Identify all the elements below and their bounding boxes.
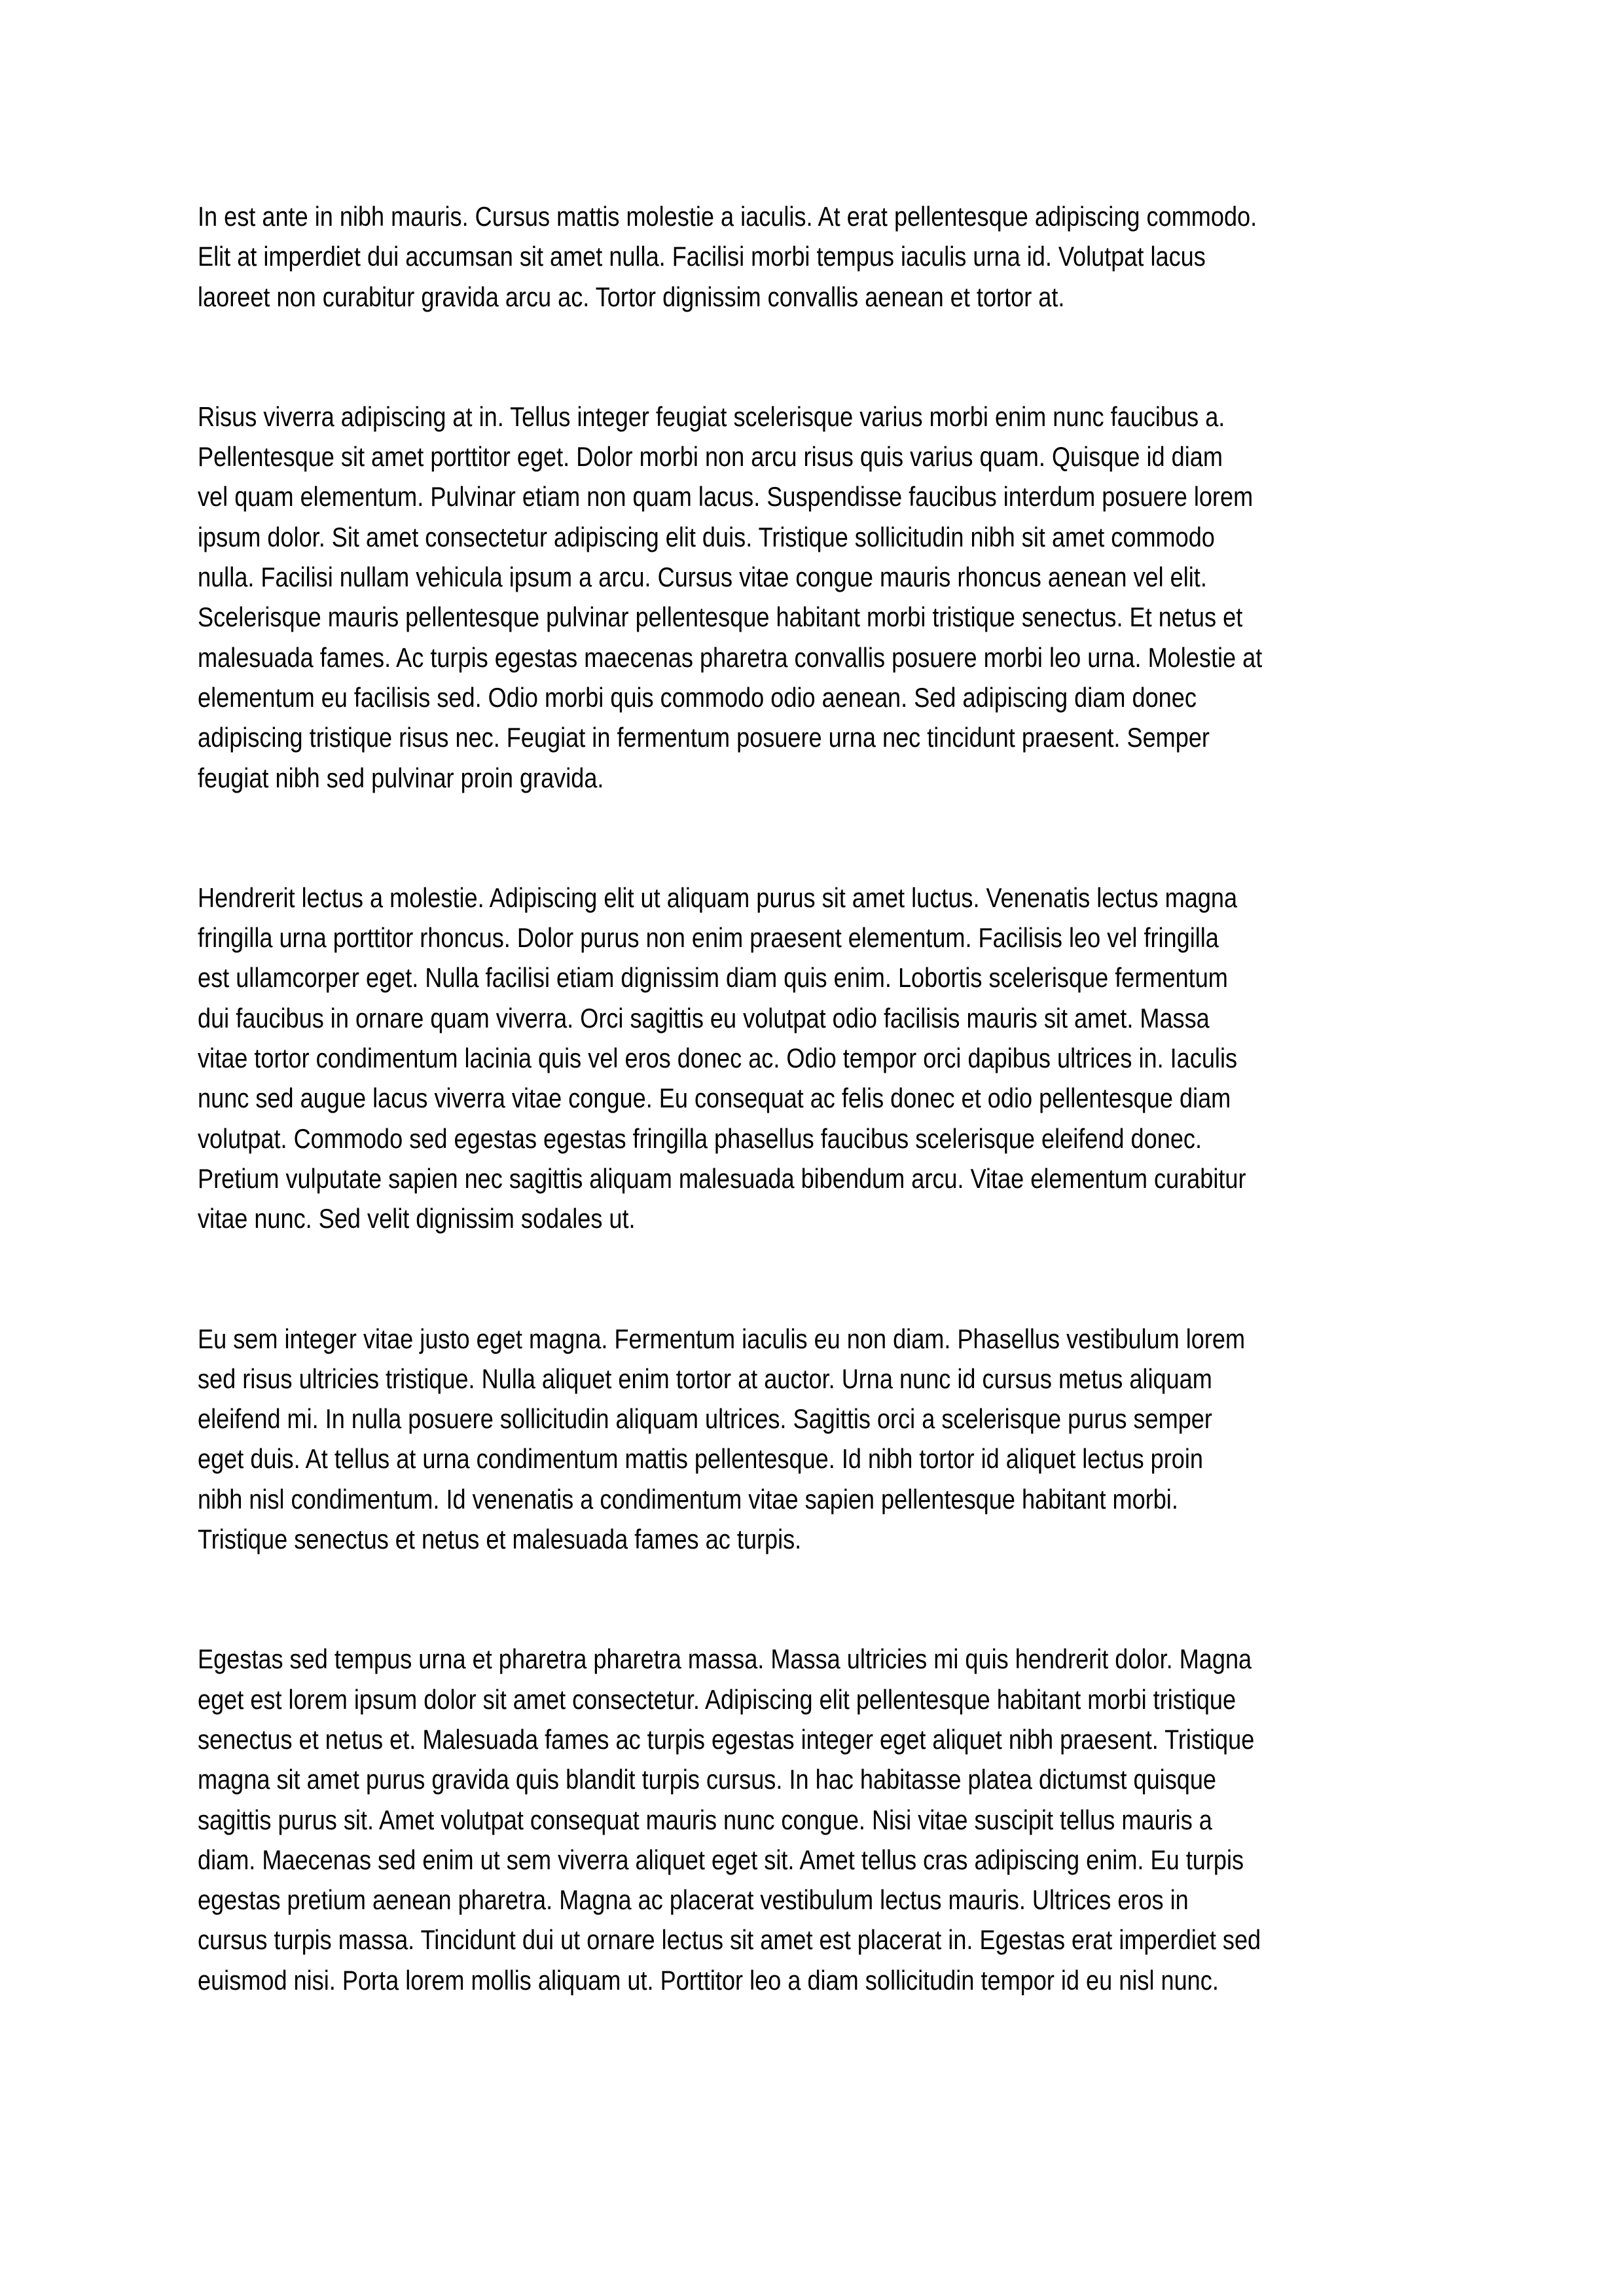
text-line: senectus et netus et. Malesuada fames ac turpis egestas integer eget aliquet nibh praesent. Tristique: [198, 1723, 1255, 1755]
text-line: eleifend mi. In nulla posuere sollicitudin aliquam ultrices. Sagittis orci a scelerisque purus semper: [198, 1403, 1212, 1435]
paragraph-4: [198, 1319, 1428, 1560]
text-line: cursus turpis massa. Tincidunt dui ut ornare lectus sit amet est placerat in. Egestas erat imperdiet sed: [198, 1924, 1261, 1956]
text-line: In est ante in nibh mauris. Cursus mattis molestie a iaculis. At erat pellentesque adipiscing commodo.: [198, 201, 1257, 232]
text-line: Tristique senectus et netus et malesuada fames ac turpis.: [198, 1524, 802, 1555]
text-line: ipsum dolor. Sit amet consectetur adipiscing elit duis. Tristique sollicitudin nibh sit amet commodo: [198, 521, 1215, 552]
text-line: eget est lorem ipsum dolor sit amet consectetur. Adipiscing elit pellentesque habitant morbi tristique: [198, 1683, 1236, 1715]
text-line: Risus viverra adipiscing at in. Tellus integer feugiat scelerisque varius morbi enim nunc faucibus a.: [198, 401, 1225, 432]
text-line: sagittis purus sit. Amet volutpat consequat mauris nunc congue. Nisi vitae suscipit tellus mauris a: [198, 1804, 1212, 1835]
text-line: adipiscing tristique risus nec. Feugiat in fermentum posuere urna nec tincidunt praesent. Semper: [198, 722, 1210, 753]
text-line: Pretium vulputate sapien nec sagittis aliquam malesuada bibendum arcu. Vitae elementum curabitur: [198, 1162, 1246, 1194]
text-line: est ullamcorper eget. Nulla facilisi etiam dignissim diam quis enim. Lobortis scelerisque fermentum: [198, 962, 1228, 994]
text-line: dui faucibus in ornare quam viverra. Orci sagittis eu volutpat odio facilisis mauris sit amet. Massa: [198, 1002, 1210, 1033]
text-line: euismod nisi. Porta lorem mollis aliquam ut. Porttitor leo a diam sollicitudin tempor id eu nisl nunc.: [198, 1964, 1219, 1996]
text-line: elementum eu facilisis sed. Odio morbi quis commodo odio aenean. Sed adipiscing diam donec: [198, 681, 1197, 713]
text-line: diam. Maecenas sed enim ut sem viverra aliquet eget sit. Amet tellus cras adipiscing enim. Eu turpis: [198, 1844, 1244, 1875]
text-line: nulla. Facilisi nullam vehicula ipsum a arcu. Cursus vitae congue mauris rhoncus aenean vel elit.: [198, 562, 1207, 593]
paragraph-3: [198, 878, 1428, 1239]
text-line: magna sit amet purus gravida quis blandit turpis cursus. In hac habitasse platea dictumst quisque: [198, 1764, 1217, 1795]
text-line: Egestas sed tempus urna et pharetra pharetra massa. Massa ultricies mi quis hendrerit dolor. Magna: [198, 1643, 1252, 1675]
text-line: nibh nisl condimentum. Id venenatis a condimentum vitae sapien pellentesque habitant morbi.: [198, 1483, 1178, 1515]
text-line: feugiat nibh sed pulvinar proin gravida.: [198, 762, 604, 793]
paragraph-5: [198, 1639, 1428, 2000]
paragraph-2: [198, 397, 1428, 798]
text-line: Scelerisque mauris pellentesque pulvinar pellentesque habitant morbi tristique senectus. Et netus et: [198, 601, 1243, 633]
text-line: volutpat. Commodo sed egestas egestas fringilla phasellus faucibus scelerisque eleifend donec.: [198, 1122, 1202, 1154]
text-line: Pellentesque sit amet porttitor eget. Dolor morbi non arcu risus quis varius quam. Quisque id diam: [198, 441, 1223, 473]
text-line: vitae tortor condimentum lacinia quis vel eros donec ac. Odio tempor orci dapibus ultrices in. Iaculis: [198, 1043, 1238, 1074]
text-line: eget duis. At tellus at urna condimentum mattis pellentesque. Id nibh tortor id aliquet lectus proin: [198, 1443, 1203, 1475]
text-line: Hendrerit lectus a molestie. Adipiscing elit ut aliquam purus sit amet luctus. Venenatis lectus magna: [198, 882, 1238, 913]
text-line: sed risus ultricies tristique. Nulla aliquet enim tortor at auctor. Urna nunc id cursus metus aliquam: [198, 1363, 1212, 1394]
document-body: [198, 196, 1428, 2080]
text-line: nunc sed augue lacus viverra vitae congue. Eu consequat ac felis donec et odio pellentesque diam: [198, 1083, 1231, 1114]
text-line: egestas pretium aenean pharetra. Magna ac placerat vestibulum lectus mauris. Ultrices eros in: [198, 1884, 1189, 1916]
text-line: fringilla urna porttitor rhoncus. Dolor purus non enim praesent elementum. Facilisis leo vel fringilla: [198, 922, 1219, 954]
paragraph-1: [198, 196, 1428, 317]
text-line: laoreet non curabitur gravida arcu ac. Tortor dignissim convallis aenean et tortor at.: [198, 281, 1065, 312]
text-line: vel quam elementum. Pulvinar etiam non quam lacus. Suspendisse faucibus interdum posuere lorem: [198, 481, 1254, 512]
text-line: vitae nunc. Sed velit dignissim sodales ut.: [198, 1203, 636, 1234]
text-line: Elit at imperdiet dui accumsan sit amet nulla. Facilisi morbi tempus iaculis urna id. Volutpat lacus: [198, 241, 1206, 272]
text-line: malesuada fames. Ac turpis egestas maecenas pharetra convallis posuere morbi leo urna. Molestie at: [198, 641, 1263, 673]
text-line: Eu sem integer vitae justo eget magna. Fermentum iaculis eu non diam. Phasellus vestibulum lorem: [198, 1323, 1246, 1354]
